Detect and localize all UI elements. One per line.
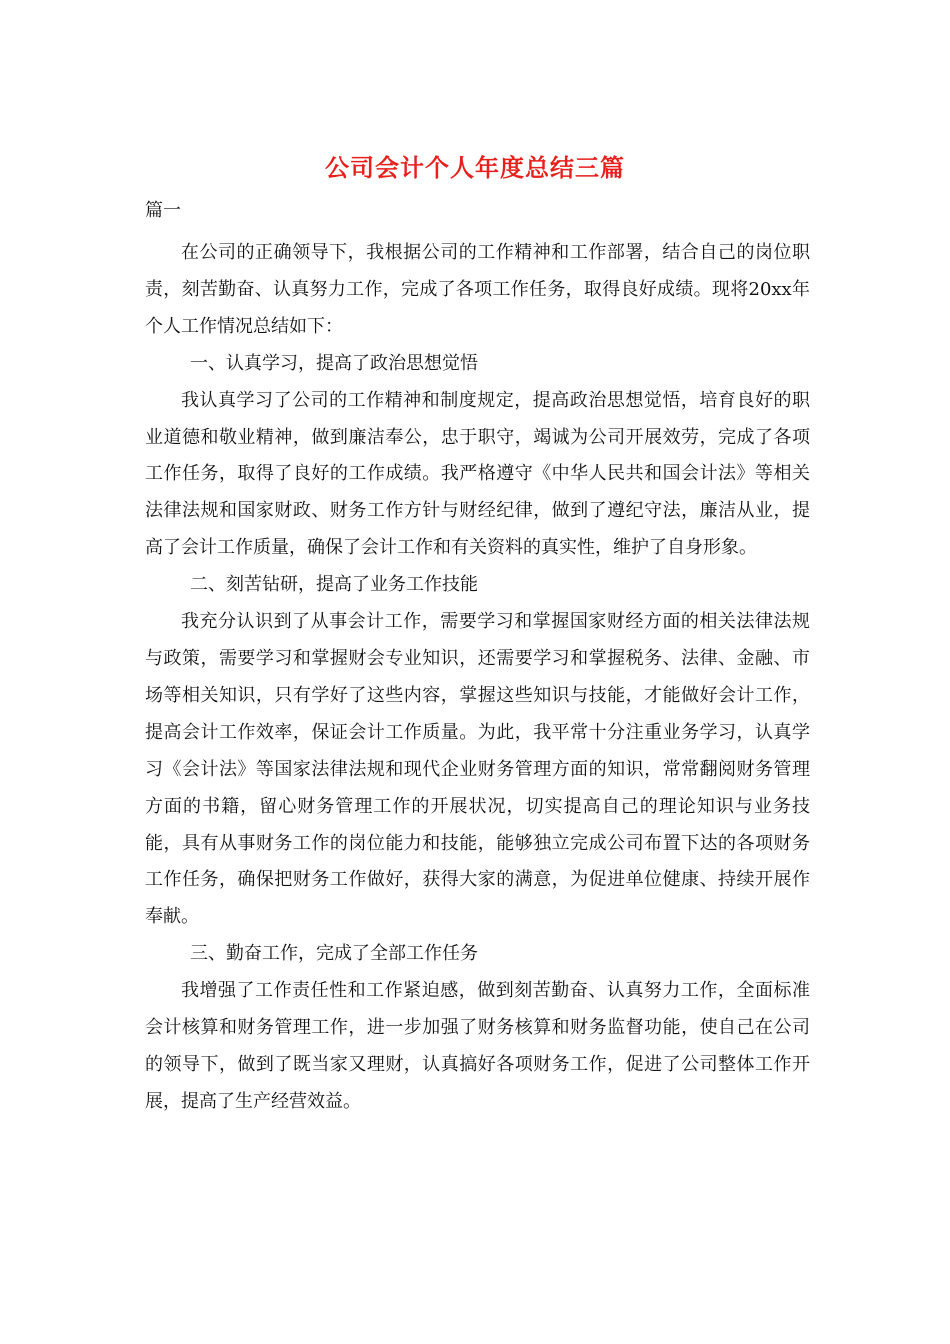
paragraph-work: 我增强了工作责任性和工作紧迫感，做到刻苦勤奋、认真努力工作，全面标准会计核算和财务管理工作，进一步加强了财务核算和财务监督功能，使自己在公司的领导下，做到了既当家又理财，认真搞好各项财务工作，促进了公司整体工作开展，提高了生产经营效益。 [145,980,810,1112]
heading-work: 三、勤奋工作，完成了全部工作任务 [190,943,478,965]
heading-skills: 二、刻苦钻研，提高了业务工作技能 [190,574,478,596]
document-body [145,196,810,1121]
paragraph-study: 我认真学习了公司的工作精神和制度规定，提高政治思想觉悟，培育良好的职业道德和敬业精神，做到廉洁奉公，忠于职守，竭诚为公司开展效劳，完成了各项工作任务，取得了良好的工作成绩。我严格遵守《中华人民共和国会计法》等相关法律法规和国家财政、财务工作方针与财经纪律，做到了遵纪守法，廉洁从业，提高了会计工作质量，确保了会计工作和有关资料的真实性，维护了自身形象。 [145,389,810,559]
heading-study: 一、认真学习，提高了政治思想觉悟 [190,352,478,374]
document-title: 公司会计个人年度总结三篇 [325,153,625,182]
paragraph-skills: 我充分认识到了从事会计工作，需要学习和掌握国家财经方面的相关法律法规与政策，需要学习和掌握财会专业知识，还需要学习和掌握税务、法律、金融、市场等相关知识，只有学好了这些内容，掌握这些知识与技能，才能做好会计工作，提高会计工作效率，保证会计工作质量。为此，我平常十分注重业务学习，认真学习《会计法》等国家法律法规和现代企业财务管理方面的知识，常常翻阅财务管理方面的书籍，留心财务管理工作的开展状况，切实提高自己的理论知识与业务技能，具有从事财务工作的岗位能力和技能，能够独立完成公司布置下达的各项财务工作任务，确保把财务工作做好，获得大家的满意，为促进单位健康、持续开展作奉献。 [145,611,810,928]
section-label: 篇一 [145,200,181,221]
paragraph-intro: 在公司的正确领导下，我根据公司的工作精神和工作部署，结合自己的岗位职责，刻苦勤奋、认真努力工作，完成了各项工作任务，取得良好成绩。现将20xx年个人工作情况总结如下： [145,242,810,337]
